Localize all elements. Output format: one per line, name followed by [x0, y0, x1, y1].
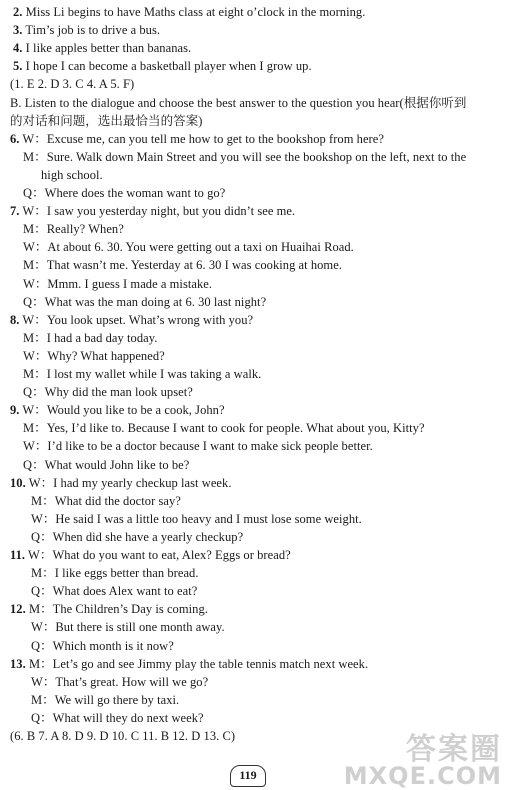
question-line: [10, 130, 384, 148]
line-text: (1. E 2. D 3. C 4. A 5. F): [10, 77, 135, 92]
question-number: 4.: [13, 41, 23, 56]
line-text: W：He said I was a little too heavy and I must lose some weight.: [31, 511, 362, 526]
watermark: [322, 724, 502, 790]
answer-key-line: [10, 75, 134, 93]
line-text: W：I saw you yesterday night, but you didn’t see me.: [19, 204, 296, 219]
text-line: [41, 166, 103, 184]
line-text: W：Mmm. I guess I made a mistake.: [23, 276, 213, 291]
text-line: [23, 383, 193, 401]
text-line: [23, 184, 225, 202]
line-text: Q：Where does the woman want to go?: [23, 186, 226, 200]
text-line: [23, 437, 373, 455]
line-text: M：The Children’s Day is coming.: [25, 602, 208, 617]
line-text: Q：What does Alex want to eat?: [31, 584, 198, 599]
line-text: M：Really? When?: [23, 222, 124, 237]
question-line: [10, 474, 232, 492]
text-line: [10, 112, 202, 130]
question-number: 2.: [13, 5, 23, 19]
line-text: 的对话和问题，选出最恰当的答案): [10, 113, 203, 128]
line-text: W：I’d like to be a doctor because I want to make sick people better.: [23, 439, 373, 454]
line-text: Miss Li begins to have Maths class at eight o’clock in the morning.: [22, 5, 366, 19]
text-line: [31, 618, 225, 636]
line-text: W：At about 6. 30. You were getting out a taxi on Huaihai Road.: [23, 240, 354, 255]
question-line: [10, 311, 253, 329]
line-text: Tim’s job is to drive a bus.: [22, 23, 161, 38]
question-line: [13, 39, 191, 57]
line-text: W：That’s great. How will we go?: [31, 674, 209, 689]
line-text: Q：Which month is it now?: [31, 638, 174, 653]
text-line: [31, 582, 197, 600]
answer-key-line: [10, 727, 235, 745]
line-text: W：Would you like to be a cook, John?: [19, 403, 225, 418]
text-line: [23, 347, 165, 365]
line-text: Q：What will they do next week?: [31, 710, 204, 725]
text-line: [23, 275, 212, 293]
line-text: (6. B 7. A 8. D 9. D 10. C 11. B 12. D 13. C): [10, 729, 236, 743]
question-number: 13.: [10, 656, 26, 671]
text-line: [31, 691, 179, 709]
line-text: M：What did the doctor say?: [31, 493, 181, 508]
line-text: M：I like eggs better than bread.: [31, 566, 199, 581]
question-number: 11.: [10, 548, 26, 562]
line-text: Q：When did she have a yearly checkup?: [31, 529, 244, 544]
page-number: 119: [230, 765, 266, 787]
text-line: [23, 293, 266, 311]
question-line: [13, 3, 365, 21]
line-text: I like apples better than bananas.: [22, 41, 192, 56]
question-line: [10, 401, 225, 419]
question-number: 10.: [10, 475, 26, 490]
text-line: [31, 492, 181, 510]
text-line: [23, 456, 189, 474]
text-line: [31, 709, 204, 727]
question-number: 8.: [10, 312, 20, 327]
question-number: 5.: [13, 59, 23, 74]
text-line: [31, 637, 174, 655]
question-number: 6.: [10, 131, 20, 146]
line-text: M：Sure. Walk down Main Street and you will see the bookshop on the left, next to the: [23, 149, 467, 164]
text-line: [31, 673, 208, 691]
question-line: [13, 57, 312, 75]
question-line: [10, 600, 208, 618]
line-text: M：That wasn’t me. Yesterday at 6. 30 I was cooking at home.: [23, 258, 342, 273]
question-number: 9.: [10, 403, 20, 418]
text-line: [23, 256, 342, 274]
text-line: [10, 94, 466, 112]
question-line: [10, 655, 368, 673]
line-text: W：Excuse me, can you tell me how to get to the bookshop from here?: [19, 131, 384, 146]
text-line: [23, 238, 354, 256]
line-text: W：But there is still one month away.: [31, 620, 225, 635]
line-text: W：What do you want to eat, Alex? Eggs or bread?: [25, 548, 291, 562]
line-text: W：Why? What happened?: [23, 348, 165, 363]
text-line: [23, 419, 425, 437]
line-text: M：I lost my wallet while I was taking a walk.: [23, 367, 262, 381]
text-line: [31, 510, 362, 528]
question-number: 7.: [10, 204, 20, 219]
line-text: B. Listen to the dialogue and choose the best answer to the question you hear(根据你听到: [10, 95, 467, 110]
line-text: M：I had a bad day today.: [23, 330, 158, 345]
line-text: Q：What was the man doing at 6. 30 last night?: [23, 294, 267, 309]
question-line: [13, 21, 160, 39]
line-text: I hope I can become a basketball player when I grow up.: [22, 59, 312, 74]
watermark-cn: 答案圈: [406, 732, 502, 767]
text-line: [23, 365, 261, 383]
line-text: W：I had my yearly checkup last week.: [25, 475, 232, 490]
text-line: [31, 528, 243, 546]
text-line: [23, 329, 157, 347]
line-text: Q：Why did the man look upset?: [23, 385, 193, 400]
watermark-en: MXQE.COM: [343, 762, 502, 790]
question-number: 3.: [13, 23, 23, 38]
text-line: [31, 564, 199, 582]
line-text: M：We will go there by taxi.: [31, 692, 180, 707]
line-text: M：Let’s go and see Jimmy play the table tennis match next week.: [25, 656, 369, 671]
line-text: high school.: [41, 167, 103, 182]
line-text: W：You look upset. What’s wrong with you?: [19, 312, 254, 327]
line-text: M：Yes, I’d like to. Because I want to cook for people. What about you, Kitty?: [23, 421, 425, 436]
question-line: [10, 546, 291, 564]
question-number: 12.: [10, 602, 26, 617]
text-line: [23, 220, 124, 238]
line-text: Q：What would John like to be?: [23, 457, 190, 472]
question-line: [10, 202, 295, 220]
text-line: [23, 148, 466, 166]
